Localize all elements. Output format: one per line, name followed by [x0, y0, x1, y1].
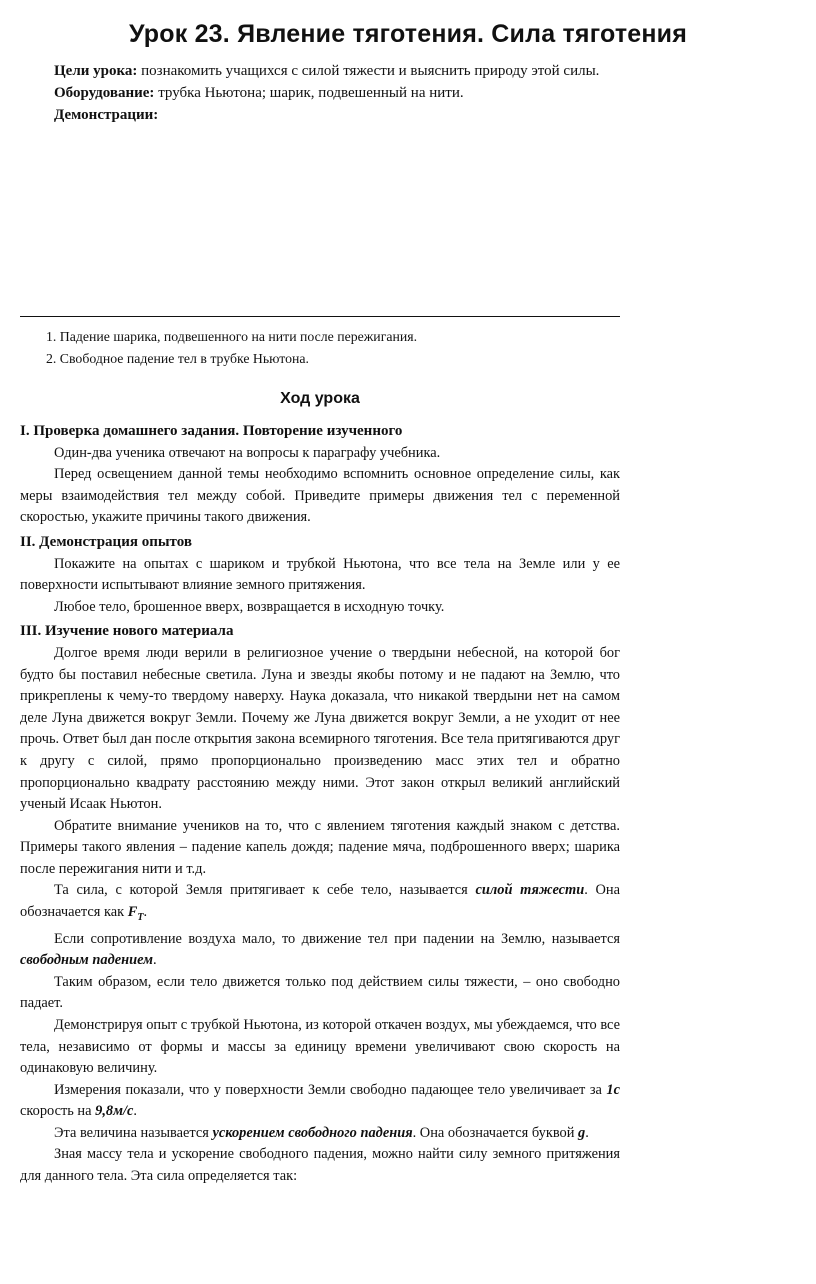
paragraph: Зная массу тела и ускорение свободного падения, можно найти силу земного притяжения для данного тела. Эта сила определяется так:: [20, 1146, 620, 1185]
term: силой тяжести: [475, 882, 585, 899]
lesson-header: [20, 60, 620, 126]
lesson-body: [20, 418, 620, 1188]
paragraph: Демонстрируя опыт с трубкой Ньютона, из которой откачен воздух, мы убеждаемся, что все тела, независимо от формы и массы за единицу времени увеличивают свою скорость на одинаковую величину.: [20, 1016, 620, 1077]
lesson-title: Урок 23. Явление тяготения. Сила тяготения: [128, 20, 688, 48]
paragraph: [20, 929, 620, 972]
paragraph: Любое тело, брошенное вверх, возвращается в исходную точку.: [54, 598, 445, 615]
demos-list: [46, 326, 616, 370]
value: 9,8м/с: [95, 1103, 134, 1120]
paragraph: [20, 880, 620, 928]
text: .: [133, 1103, 137, 1120]
paragraph: Один-два ученика отвечают на вопросы к параграфу учебника.: [54, 444, 441, 461]
demo-item: 2. Свободное падение тел в трубке Ньютона.: [46, 351, 309, 366]
text: . Она обозначается как: [20, 882, 620, 921]
equipment-label: Оборудование:: [54, 85, 155, 101]
value: 1с: [606, 1081, 620, 1098]
paragraph: Обратите внимание учеников на то, что с явлением тяготения каждый знаком с детства. Примеры такого явления – падение капель дождя; падение мяча, подброшенного вверх; шарика после пережигания нити и т.д.: [20, 817, 620, 877]
demo-item: 1. Падение шарика, подвешенного на нити после пережигания.: [46, 329, 418, 344]
section-heading: II. Демонстрация опытов: [20, 533, 192, 550]
text: .: [153, 952, 157, 969]
equipment-paragraph: [20, 82, 620, 104]
demos-paragraph: [20, 104, 620, 126]
text: скорость на: [20, 1103, 96, 1120]
equipment-text: трубка Ньютона; шарик, подвешенный на нити.: [154, 85, 464, 101]
paragraph: [20, 1080, 620, 1123]
text: Эта величина называется: [54, 1124, 213, 1141]
lesson-progress-heading: Ход урока: [280, 390, 360, 407]
divider: [20, 316, 620, 317]
section-heading: I. Проверка домашнего задания. Повторение изученного: [20, 423, 403, 439]
symbol: g: [578, 1124, 586, 1141]
text: . Она обозначается буквой: [412, 1124, 579, 1141]
goals-text: познакомить учащихся с силой тяжести и выяснить природу этой силы.: [137, 63, 600, 79]
text: .: [585, 1124, 589, 1141]
subscript: Т: [137, 911, 144, 923]
section-heading: III. Изучение нового материала: [20, 623, 234, 640]
text: .: [143, 904, 148, 921]
paragraph: Таким образом, если тело движется только под действием силы тяжести, – оно свободно падает.: [20, 973, 620, 1012]
demos-label: Демонстрации:: [54, 107, 159, 123]
text: Та сила, с которой Земля притягивает к себе тело, называется: [54, 882, 476, 899]
goals-label: Цели урока:: [54, 63, 138, 79]
goals-paragraph: [20, 60, 620, 82]
text: Измерения показали, что у поверхности Земли свободно падающее тело увеличивает за: [54, 1081, 607, 1098]
paragraph: Перед освещением данной темы необходимо вспомнить основное определение силы, как меры взаимодействия тел между собой. Приведите примеры движения тел с переменной скоростью, укажите причины такого движения.: [20, 466, 620, 526]
term: свободным падением: [20, 952, 153, 969]
paragraph: Долгое время люди верили в религиозное учение о твердыни небесной, на которой бог будто бы поставил небесные светила. Луна и звезды якобы потому и не падают на Землю, что прикреплены к чему-то твердому наверху. Наука доказала, что никакой твердыни нет на самом деле Луна движется вокруг Земли. Почему же Луна движется вокруг Земли, а не уходит от нее прочь. Ответ был дан после открытия закона всемирного тяготения. Все тела притягиваются друг к другу с силой, прямо пропорционально произведению масс этих тел и обратно пропорционально квадрату расстоянию между ними. Этот закон открыл великий английский ученый Исаак Ньютон.: [20, 644, 620, 813]
text: Если сопротивление воздуха мало, то движение тел при падении на Землю, называется: [54, 930, 620, 947]
symbol: F: [127, 904, 138, 921]
term: ускорением свободного падения: [212, 1124, 413, 1141]
paragraph: [20, 1123, 620, 1145]
paragraph: Покажите на опытах с шариком и трубкой Ньютона, что все тела на Земле или у ее поверхности испытывают влияние земного притяжения.: [20, 555, 620, 594]
